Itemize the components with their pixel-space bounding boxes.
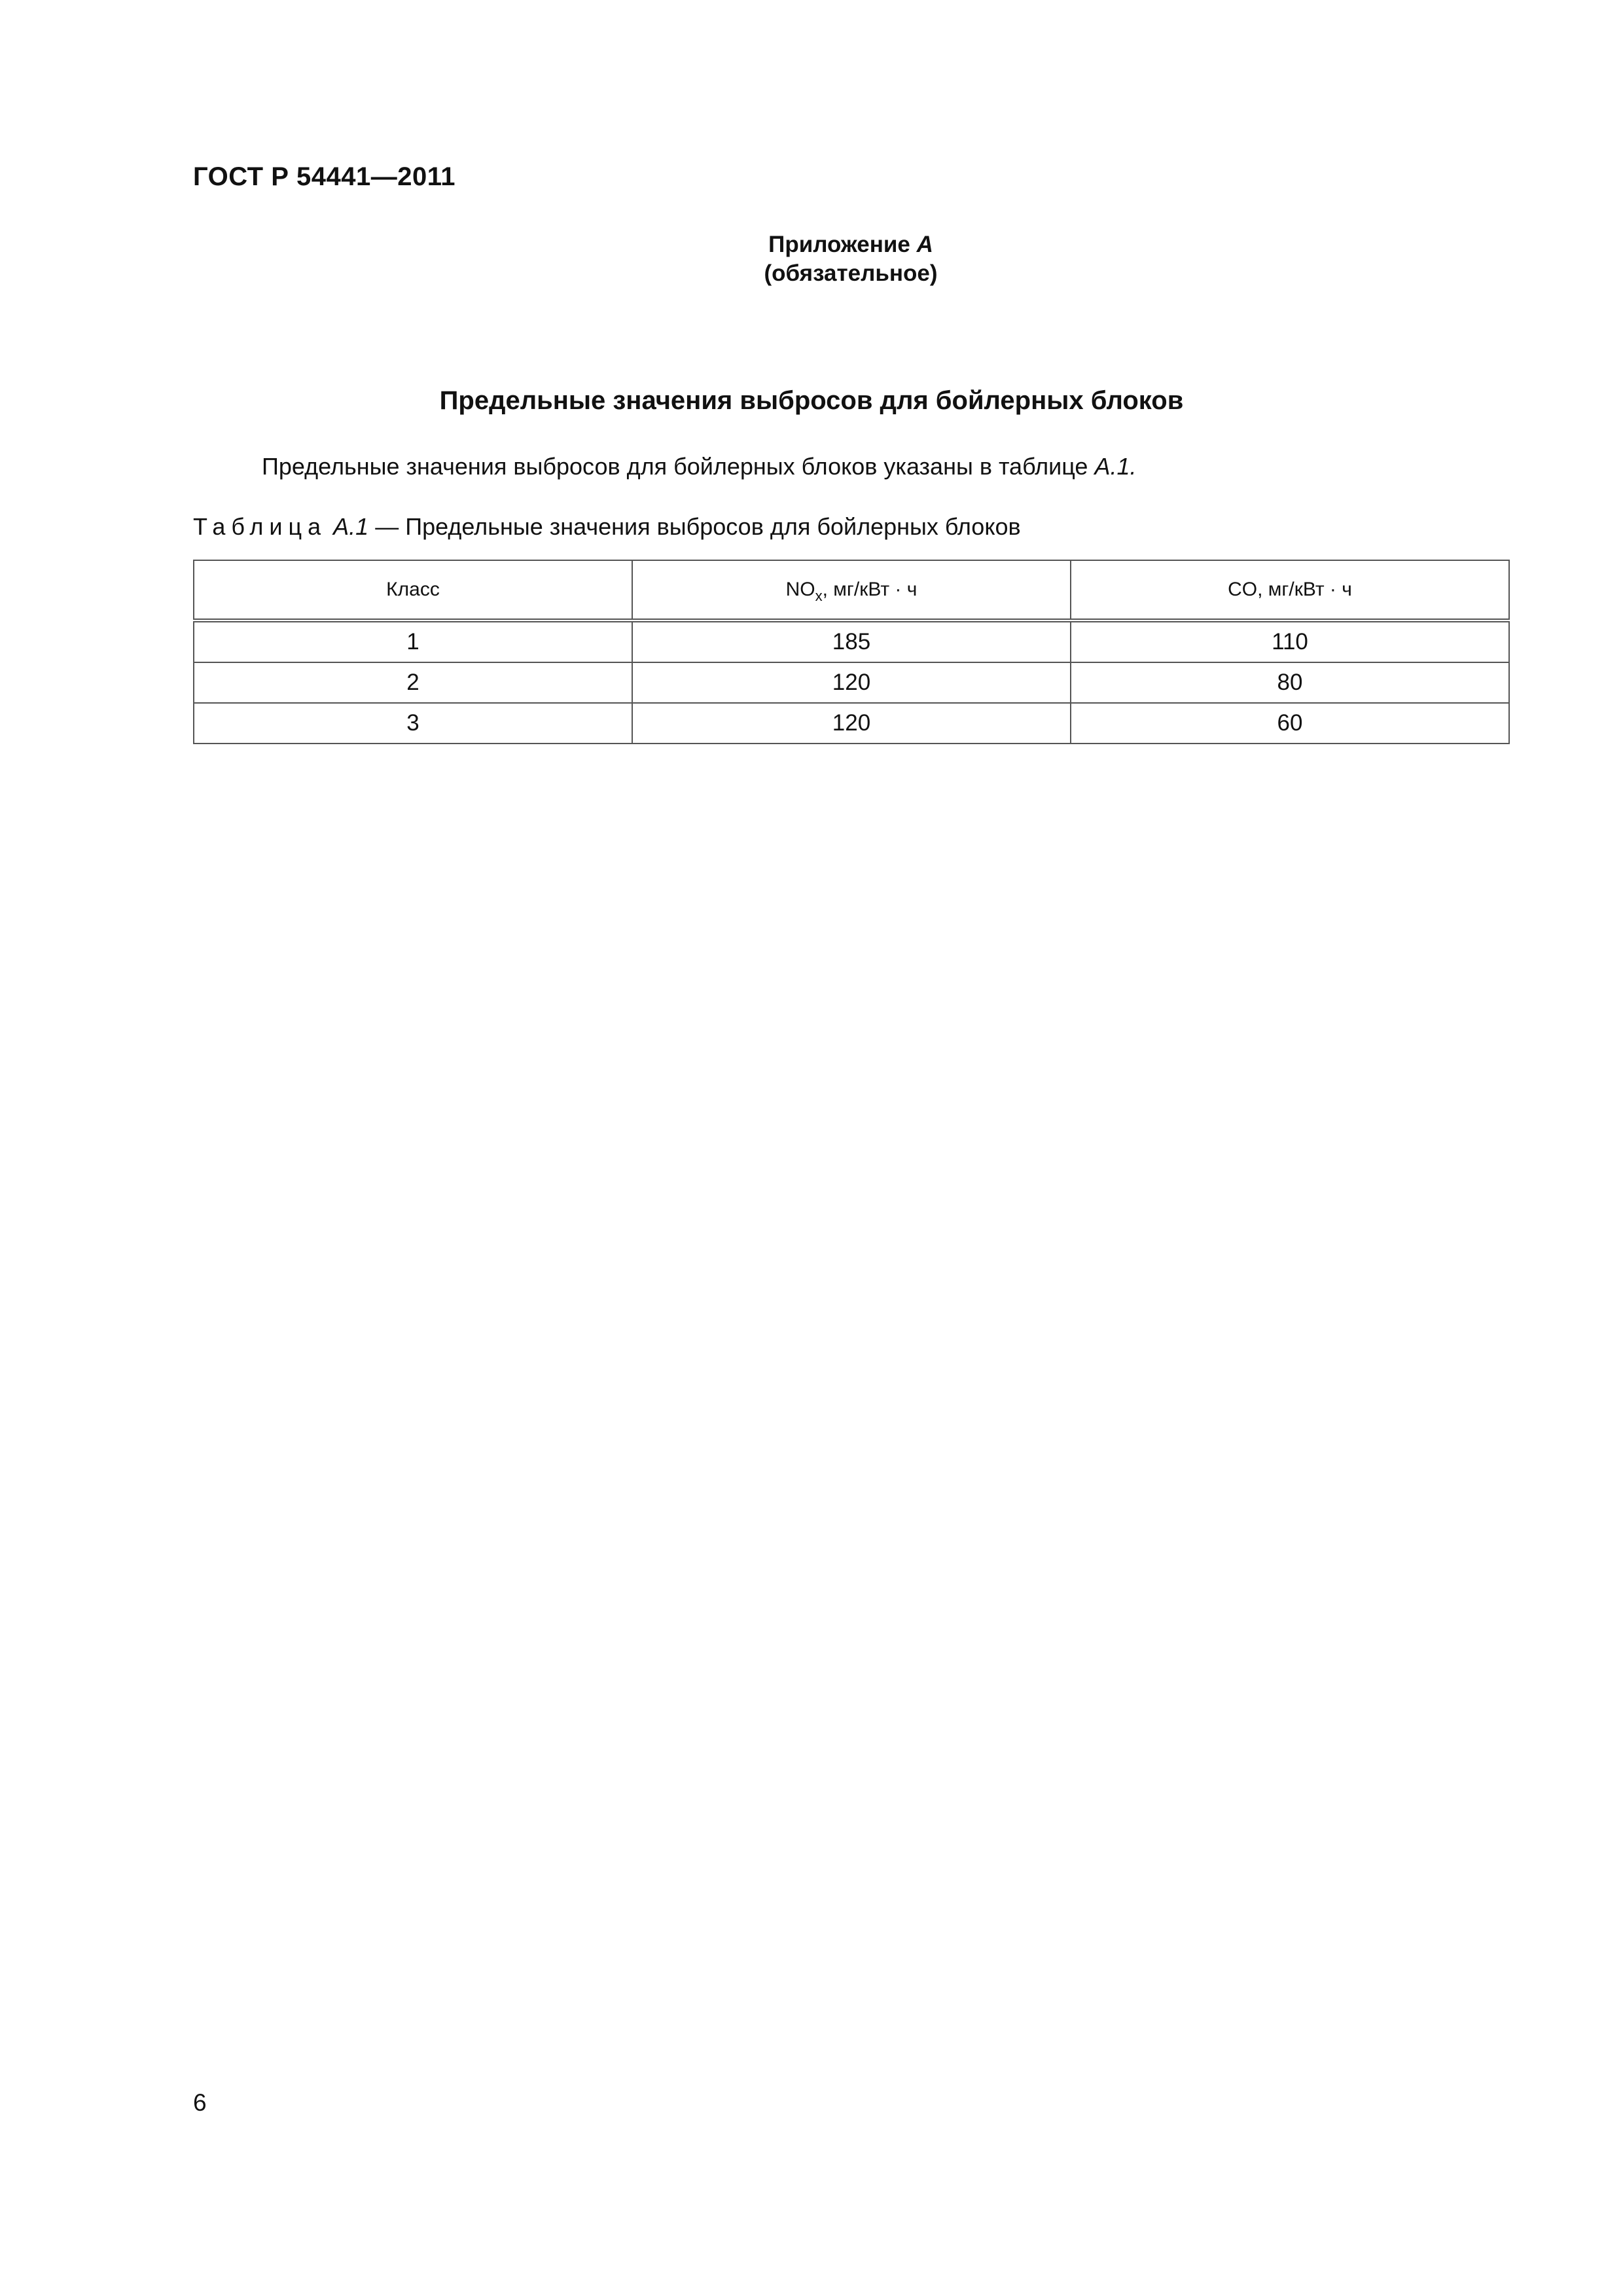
body-paragraph [262,453,1136,480]
appendix-title [654,232,1047,258]
appendix-letter: А [916,232,933,257]
cell-class: 2 [194,662,632,703]
table-row [194,620,1509,662]
cell-nox: 185 [632,620,1071,662]
cell-class: 1 [194,620,632,662]
header-nox-subscript: x [815,588,823,604]
header-nox-unit: , мг/кВт · ч [822,579,918,600]
table-caption-ref: А.1 [333,513,369,540]
appendix-status: (обязательное) [764,260,938,286]
table-caption-title: — Предельные значения выбросов для бойлерных блоков [368,513,1021,540]
table-caption-word: Таблица [193,513,327,540]
cell-class: 3 [194,703,632,744]
emissions-table [193,560,1510,744]
cell-co: 80 [1071,662,1509,703]
cell-nox: 120 [632,662,1071,703]
cell-nox: 120 [632,703,1071,744]
cell-co: 110 [1071,620,1509,662]
page-number: 6 [193,2089,207,2116]
header-class: Класс [194,560,632,620]
header-co: CO, мг/кВт · ч [1071,560,1509,620]
table-row [194,662,1509,703]
table-row [194,703,1509,744]
document-code: ГОСТ Р 54441—2011 [193,162,455,191]
table-header-row [194,560,1509,620]
table-caption [193,513,1021,541]
paragraph-text: Предельные значения выбросов для бойлерных блоков указаны в таблице [262,453,1095,480]
section-heading: Предельные значения выбросов для бойлерных блоков [439,386,1184,415]
header-nox-symbol: NO [785,579,815,600]
appendix-label: Приложение [768,232,917,257]
cell-co: 60 [1071,703,1509,744]
paragraph-table-ref: А.1. [1094,453,1137,480]
header-nox [632,560,1071,620]
